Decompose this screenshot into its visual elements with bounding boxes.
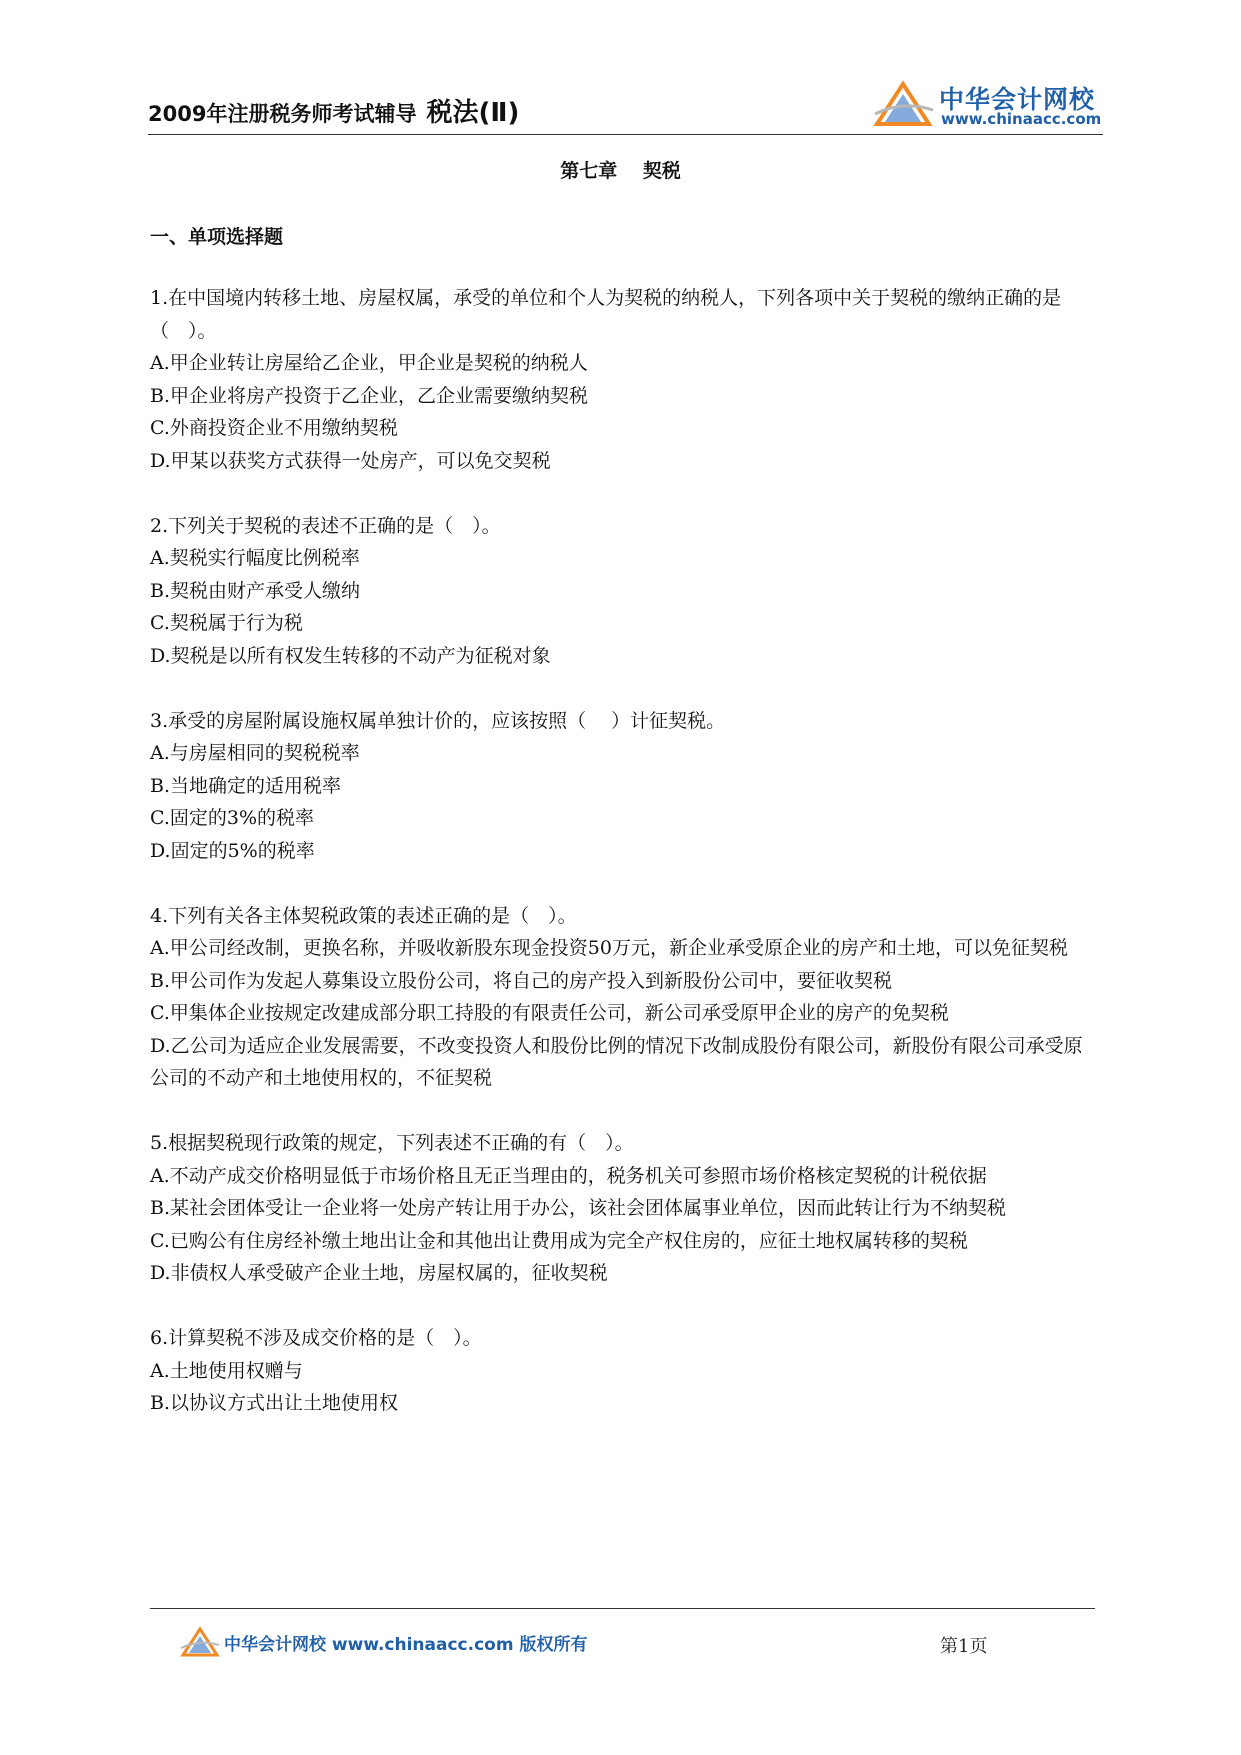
logo-url: www.chinaacc.com <box>941 110 1102 128</box>
page-number: 第1页 <box>940 1636 988 1657</box>
option-d: D.非债权人承受破产企业土地，房屋权属的，征收契税 <box>150 1262 608 1284</box>
option-a: A.与房屋相同的契税税率 <box>150 742 360 764</box>
logo-name: 中华会计网校 <box>939 85 1096 114</box>
option-b: B.以协议方式出让土地使用权 <box>150 1392 399 1414</box>
option-a: A.契税实行幅度比例税率 <box>150 547 360 569</box>
section-title: 一、单项选择题 <box>150 226 284 248</box>
question-stem: 5.根据契税现行政策的规定，下列表述不正确的有（ ）。 <box>150 1132 634 1154</box>
question-stem: 6.计算契税不涉及成交价格的是（ ）。 <box>150 1327 482 1349</box>
footer-logo-icon <box>180 1626 220 1658</box>
option-b: B.甲企业将房产投资于乙企业，乙企业需要缴纳契税 <box>150 384 589 407</box>
question-list <box>150 282 1100 1452</box>
logo-triangle-icon <box>873 80 935 128</box>
question-stem: 4.下列有关各主体契税政策的表述正确的是（ ）。 <box>150 904 577 927</box>
question-stem: 2.下列关于契税的表述不正确的是（ ）。 <box>150 514 501 537</box>
option-b: B.当地确定的适用税率 <box>150 774 342 797</box>
option-b: B.甲公司作为发起人募集设立股份公司，将自己的房产投入到新股份公司中，要征收契税 <box>150 969 893 992</box>
option-d: D.甲某以获奖方式获得一处房产，可以免交契税 <box>150 449 551 472</box>
question-5 <box>150 1127 1100 1290</box>
option-c: C.固定的3%的税率 <box>150 807 315 829</box>
chapter-title: 第七章 契税 <box>560 160 681 182</box>
page-header <box>148 68 1103 135</box>
question-stem: 1.在中国境内转移土地、房屋权属，承受的单位和个人为契税的纳税人，下列各项中关于契税的缴纳正确的是（ ）。 <box>150 287 1062 342</box>
option-b: B.某社会团体受让一企业将一处房产转让用于办公，该社会团体属事业单位，因而此转让行为不纳契税 <box>150 1197 1007 1219</box>
option-c: C.甲集体企业按规定改建成部分职工持股的有限责任公司，新公司承受原甲企业的房产的免契税 <box>150 1002 949 1024</box>
chinaacc-logo <box>873 78 1103 130</box>
question-2 <box>150 510 1100 673</box>
option-d: D.乙公司为适应企业发展需要，不改变投资人和股份比例的情况下改制成股份有限公司，新股份有限公司承受原公司的不动产和土地使用权的，不征契税 <box>150 1034 1083 1089</box>
exam-title: 2009年注册税务师考试辅导 <box>148 102 417 126</box>
option-b: B.契税由财产承受人缴纳 <box>150 579 361 602</box>
option-d: D.固定的5%的税率 <box>150 839 315 862</box>
option-d: D.契税是以所有权发生转移的不动产为征税对象 <box>150 644 551 667</box>
option-a: A.不动产成交价格明显低于市场价格且无正当理由的，税务机关可参照市场价格核定契税的计税依据 <box>150 1164 987 1187</box>
option-a: A.甲企业转让房屋给乙企业，甲企业是契税的纳税人 <box>150 352 588 374</box>
question-stem: 3.承受的房屋附属设施权属单独计价的，应该按照（ ）计征契税。 <box>150 709 726 732</box>
footer-divider <box>150 1608 1095 1609</box>
subject-title: 税法(Ⅱ) <box>426 98 520 128</box>
document-title <box>148 92 519 129</box>
option-c: C.已购公有住房经补缴土地出让金和其他出让费用成为完全产权住房的，应征土地权属转移的契税 <box>150 1229 968 1252</box>
option-c: C.契税属于行为税 <box>150 612 303 634</box>
option-c: C.外商投资企业不用缴纳契税 <box>150 417 398 439</box>
question-3 <box>150 705 1100 868</box>
option-a: A.土地使用权赠与 <box>150 1359 303 1382</box>
footer-copyright: 中华会计网校 www.chinaacc.com 版权所有 <box>224 1635 588 1655</box>
question-1 <box>150 282 1100 477</box>
question-6 <box>150 1322 1100 1420</box>
question-4 <box>150 900 1100 1095</box>
option-a: A.甲公司经改制，更换名称，并吸收新股东现金投资50万元，新企业承受原企业的房产和土地，可以免征契税 <box>150 937 1068 959</box>
